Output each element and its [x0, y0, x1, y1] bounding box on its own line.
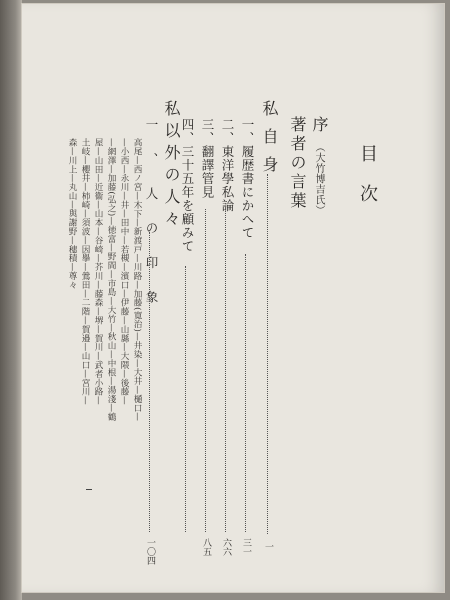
page-number: 一 — [263, 542, 273, 551]
toc-item-1: 一、履歴書にかへて — [240, 118, 255, 240]
leader-line — [267, 174, 268, 534]
name-list-line: 森—川上—丸山—與謝野—穗積—尊々 — [67, 138, 77, 290]
name-list-line: —網澤—加藤(弘之)—徳富—野間—市島—大竹—秋山—中根—湯淺—鶴 — [106, 138, 116, 422]
section-title-self: 私自身 — [260, 100, 279, 184]
name-list-line: 屋—山田—近衞—山本—谷崎—芥川—藤森—堺—賀川—武者小路— — [93, 138, 103, 405]
toc-item-2: 二、東洋學私論 — [220, 118, 235, 213]
page-number: 六六 — [221, 538, 231, 556]
preface-label: 序 — [310, 116, 329, 135]
toc-page — [22, 4, 444, 592]
author-words: 著者の言葉 — [288, 116, 307, 211]
leader-line — [205, 209, 206, 532]
name-list-line: 高尾—西ノ宮—木下—新渡戸—川路—加藤(寛治)—井染—大井—樋口— — [132, 138, 142, 422]
leader-line — [245, 254, 246, 532]
page-number: 三一 — [241, 538, 251, 556]
preface-note: （大竹博吉氏） — [313, 142, 324, 216]
stray-mark — [86, 489, 92, 490]
page-number: 一〇四 — [145, 538, 155, 565]
leader-line — [185, 266, 186, 532]
book-gutter — [0, 0, 22, 600]
leader-line — [149, 232, 150, 532]
toc-heading: 目次 — [357, 144, 378, 224]
name-list-line: —小西—永川—井—田中—若槻—濱口—伊藤—山縣—大隈—後藤— — [119, 138, 129, 405]
toc-item-3: 三、翻譯管見 — [200, 118, 215, 199]
name-list-line: 土岐—櫻井—柿崎—須波—因擧—鶯田—二階—賀邉—山口—宮川— — [80, 138, 90, 405]
section-title-others: 私以外の人々 — [162, 100, 181, 232]
page-number: 八五 — [201, 538, 211, 556]
toc-item-4: 四、三十五年を顧みて — [180, 118, 195, 253]
subsection-title: 一、人の印象 — [144, 118, 159, 325]
leader-line — [225, 209, 226, 532]
